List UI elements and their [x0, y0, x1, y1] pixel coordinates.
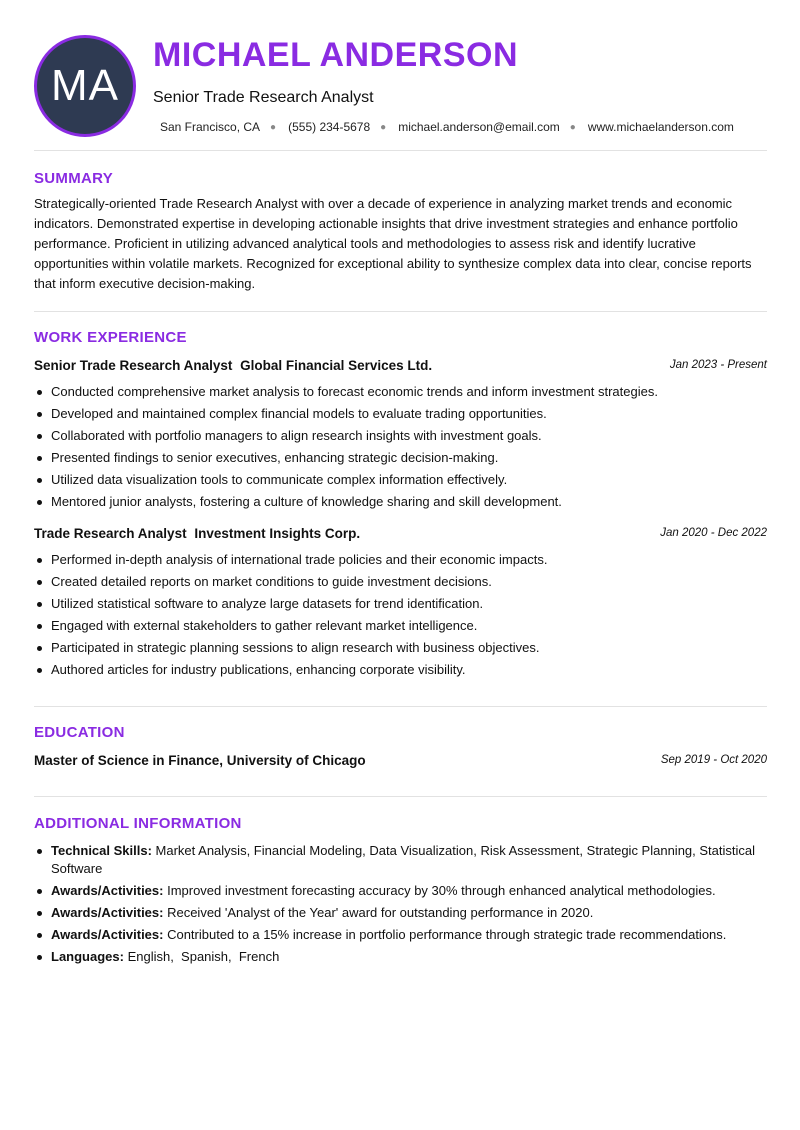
languages-text: English, Spanish, French — [123, 949, 280, 964]
contact-location: San Francisco, CA — [160, 120, 261, 134]
job-role: Senior Trade Research Analyst — [34, 358, 233, 373]
separator-dot-icon: ● — [569, 121, 576, 133]
list-item: Participated in strategic planning sessions to align research with business objectives. — [34, 639, 769, 661]
job-company: Investment Insights Corp. — [194, 526, 361, 541]
list-item: Utilized statistical software to analyze large datasets for trend identification. — [34, 595, 769, 617]
contact-website[interactable]: www.michaelanderson.com — [587, 120, 734, 134]
education-dates: Sep 2019 - Oct 2020 — [660, 754, 767, 766]
job-role: Trade Research Analyst — [34, 526, 187, 541]
avatar — [34, 35, 136, 137]
section-divider — [34, 706, 767, 707]
education-degree: Master of Science in Finance, University of Chicago — [34, 753, 366, 768]
item-label: Technical Skills: — [51, 843, 152, 858]
item-label: Awards/Activities: — [51, 927, 164, 942]
list-item — [34, 926, 769, 944]
list-item: Utilized data visualization tools to communicate complex information effectively. — [34, 471, 769, 493]
list-item — [34, 904, 769, 922]
summary-text: Strategically-oriented Trade Research Analyst with over a decade of experience in analyzing market trends and economic indicators. Demonstrated expertise in developing actionable insights that drive investment strategies and enhance portfolio performance. Proficient in utilizing advanced analytical tools and methodologies to assess risk and identify lucrative opportunities within volatile markets. Recognized for exceptional ability to synthesize complex data into clear, concise reports that inform executive decision-making. — [34, 196, 752, 291]
list-item: Engaged with external stakeholders to gather relevant market intelligence. — [34, 617, 769, 639]
education-heading: EDUCATION — [34, 724, 125, 741]
list-item: Developed and maintained complex financial models to evaluate trading opportunities. — [34, 405, 769, 427]
list-item — [34, 842, 769, 878]
list-item: Authored articles for industry publications, enhancing corporate visibility. — [34, 661, 769, 683]
list-item: Presented findings to senior executives, enhancing strategic decision-making. — [34, 449, 769, 471]
additional-heading: ADDITIONAL INFORMATION — [34, 815, 242, 832]
section-divider — [34, 311, 767, 312]
list-item: Mentored junior analysts, fostering a culture of knowledge sharing and skill development. — [34, 493, 769, 515]
education-entry — [34, 753, 767, 771]
section-divider — [34, 150, 767, 151]
item-text: Improved investment forecasting accuracy by 30% through enhanced analytical methodologies. — [163, 883, 716, 898]
candidate-name: MICHAEL ANDERSON — [153, 36, 519, 74]
list-item: Collaborated with portfolio managers to align research insights with investment goals. — [34, 427, 769, 449]
item-label: Awards/Activities: — [51, 883, 164, 898]
item-text: Contributed to a 15% increase in portfolio performance through strategic trade recommendations. — [163, 927, 727, 942]
job-bullets — [34, 551, 769, 683]
list-item — [34, 948, 769, 966]
contact-email[interactable]: michael.anderson@email.com — [398, 120, 560, 134]
contact-line — [160, 120, 734, 134]
contact-phone: (555) 234-5678 — [288, 120, 371, 134]
job-company: Global Financial Services Ltd. — [240, 358, 433, 373]
separator-dot-icon: ● — [380, 121, 387, 133]
experience-heading: WORK EXPERIENCE — [34, 329, 187, 346]
section-divider — [34, 796, 767, 797]
job-bullets — [34, 383, 769, 515]
item-text: Received 'Analyst of the Year' award for outstanding performance in 2020. — [163, 905, 594, 920]
job-dates: Jan 2020 - Dec 2022 — [660, 527, 767, 539]
separator-dot-icon: ● — [270, 121, 277, 133]
job-dates: Jan 2023 - Present — [669, 359, 767, 371]
languages-label: Languages: — [51, 949, 124, 964]
job-header — [34, 358, 767, 376]
additional-list — [34, 842, 769, 970]
summary-heading: SUMMARY — [34, 170, 114, 187]
candidate-title: Senior Trade Research Analyst — [153, 89, 374, 106]
job-header — [34, 526, 767, 544]
list-item: Conducted comprehensive market analysis to forecast economic trends and inform investment strategies. — [34, 383, 769, 405]
list-item — [34, 882, 769, 900]
list-item: Created detailed reports on market conditions to guide investment decisions. — [34, 573, 769, 595]
item-text: Market Analysis, Financial Modeling, Data Visualization, Risk Assessment, Strategic Planning, Statistical Software — [51, 843, 756, 876]
item-label: Awards/Activities: — [51, 905, 164, 920]
list-item: Performed in-depth analysis of international trade policies and their economic impacts. — [34, 551, 769, 573]
avatar-initials: MA — [51, 61, 119, 110]
